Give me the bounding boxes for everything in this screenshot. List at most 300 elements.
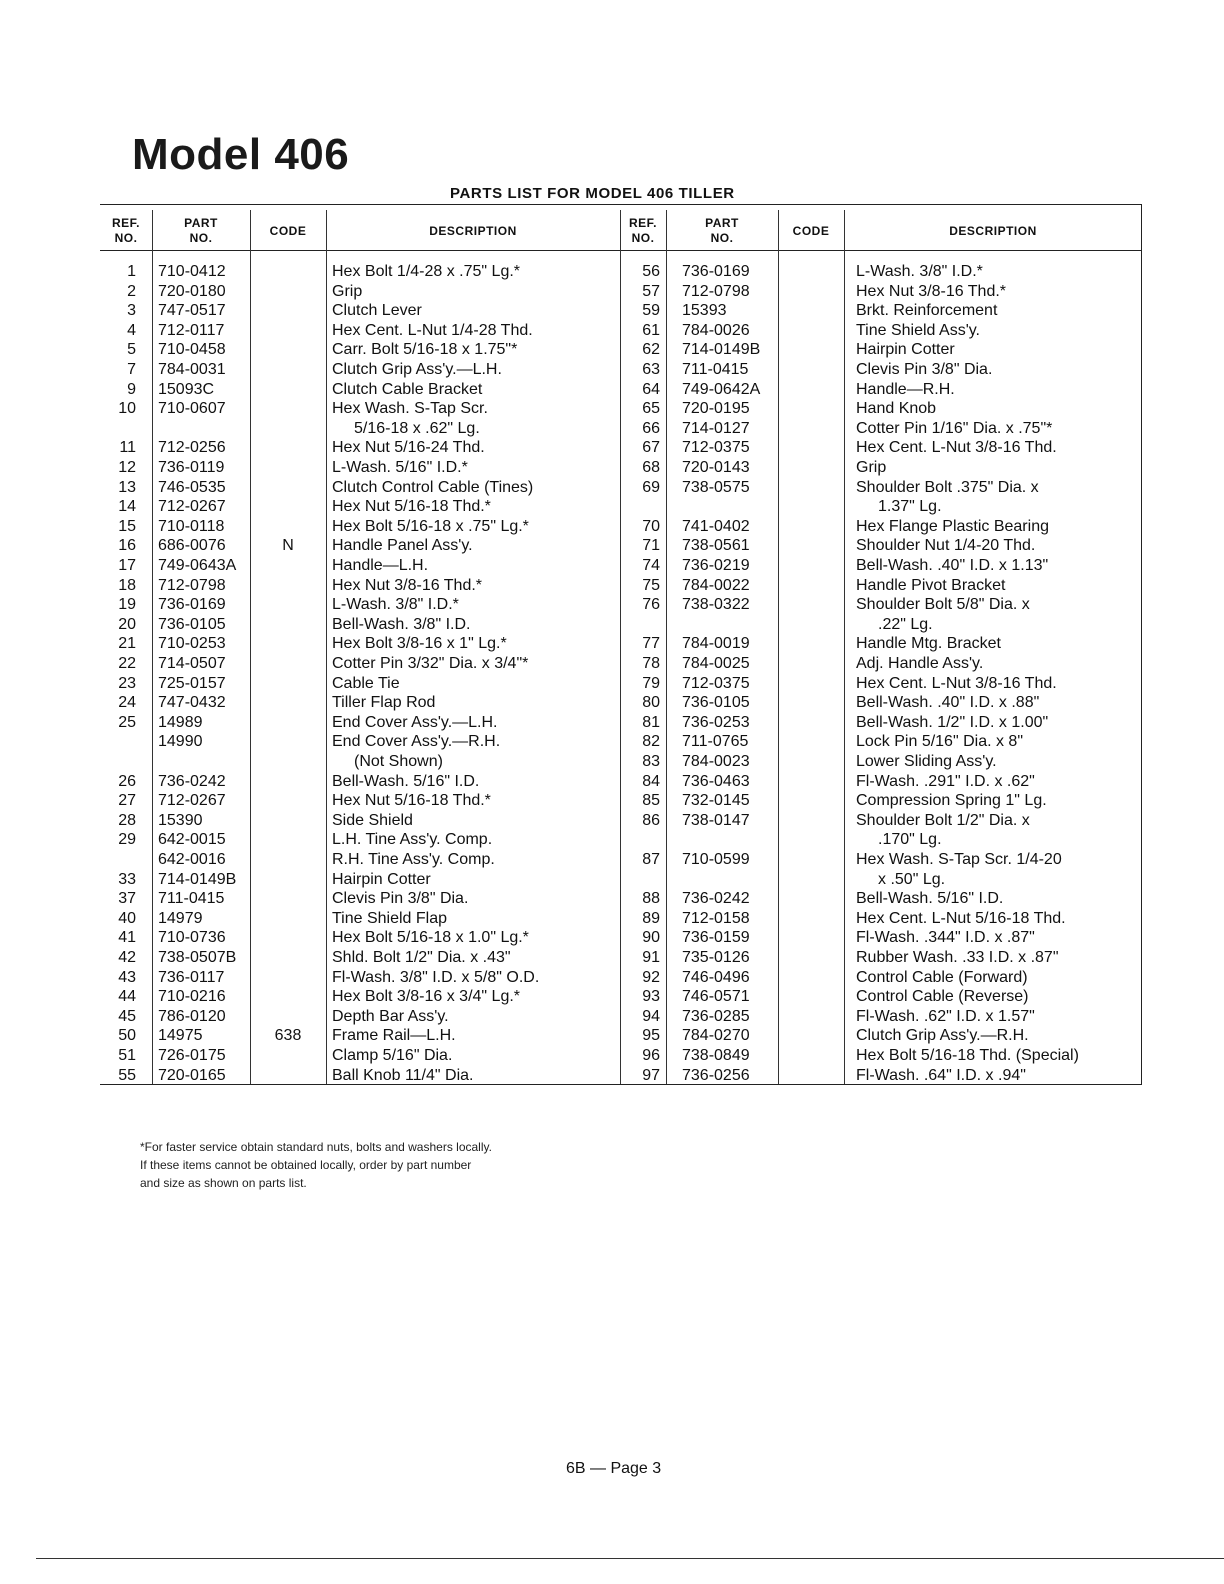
table-row [620,1066,1140,1086]
header-part [152,214,250,248]
description: L.H. Tine Ass'y. Comp. [332,831,493,849]
description: Grip [856,459,887,476]
table-row [620,360,1140,380]
table-row [100,811,620,831]
table-row [100,889,620,909]
part-no: 784-0025 [682,655,750,672]
part-no: 711-0415 [158,890,225,908]
table-title: PARTS LIST FOR MODEL 406 TILLER [450,185,735,202]
part-no: 738-0575 [682,478,750,496]
ref-no: 84 [642,772,660,790]
ref-no: 19 [118,596,136,614]
table-row [100,478,620,498]
description: Hex Nut 5/16-18 Thd.* [332,498,491,516]
part-no: 710-0118 [158,517,225,535]
description: L-Wash. 3/8" I.D.* [332,596,459,614]
part-no: 720-0180 [158,282,226,300]
ref-no: 57 [642,282,660,300]
header-text: CODE [792,223,830,238]
description: (Not Shown) [354,753,443,770]
ref-no: 87 [642,851,660,868]
table-row [620,850,1140,870]
table-row [100,556,620,576]
description: Hand Knob [856,400,937,418]
part-no: 714-0127 [682,419,750,437]
part-no: 725-0157 [158,674,226,692]
table-row [620,556,1140,576]
ref-no: 12 [118,459,136,476]
part-no: 747-0432 [158,694,226,712]
description: Hex Flange Plastic Bearing [856,517,1049,535]
footnote-line: and size as shown on parts list. [140,1176,307,1190]
description: Ball Knob 11/4" Dia. [332,1066,474,1084]
part-no: 736-0242 [158,772,226,790]
header-text: REF. [111,216,140,230]
part-no: 642-0016 [158,851,226,868]
ref-no: 33 [118,870,136,888]
ref-no: 66 [642,419,660,437]
part-no: 712-0375 [682,439,750,457]
description: Cable Tie [332,674,400,692]
part-no: 14990 [158,733,203,751]
ref-no: 78 [642,655,660,672]
table-row [620,1007,1140,1027]
part-no: 732-0145 [682,792,750,810]
description: Hex Cent. L-Nut 3/8-16 Thd. [856,674,1057,692]
description: Handle—R.H. [856,380,955,398]
ref-no: 71 [642,537,660,555]
description: Clevis Pin 3/8" Dia. [856,361,993,378]
part-no: 710-0253 [158,635,226,653]
part-no: 15390 [158,811,203,829]
header-text: NO. [189,231,213,245]
header-part [666,214,778,248]
ref-no: 45 [118,1007,136,1025]
table-row [100,340,620,360]
ref-no: 15 [118,517,136,535]
table-row [100,536,620,556]
part-no: 738-0561 [682,537,750,555]
description: Control Cable (Reverse) [856,988,1029,1006]
part-no: 714-0149B [158,870,237,888]
part-no: 746-0535 [158,478,226,496]
table-row [620,497,1140,517]
ref-no: 96 [642,1047,660,1064]
ref-no: 10 [118,400,136,418]
table-row [620,752,1140,772]
description: Hex Cent. L-Nut 5/16-18 Thd. [856,909,1066,927]
part-no: 738-0147 [682,811,750,829]
ref-no: 92 [642,968,660,986]
ref-no: 22 [118,655,136,672]
ref-no: 80 [642,694,660,712]
table-row [100,360,620,380]
description: Tiller Flap Rod [332,694,436,712]
ref-no: 75 [642,576,660,594]
table-row [100,1026,620,1046]
table-row [100,438,620,458]
ref-no: 68 [642,459,660,476]
table-row [100,634,620,654]
ref-no: 55 [118,1066,136,1084]
header-text: CODE [269,223,307,238]
description: Fl-Wash. 3/8" I.D. x 5/8" O.D. [332,968,540,986]
description: Fl-Wash. .62" I.D. x 1.57" [856,1007,1035,1025]
part-no: 714-0507 [158,655,226,672]
part-no: 736-0219 [682,557,750,574]
ref-no: 83 [642,753,660,770]
ref-no: 77 [642,635,660,653]
ref-no: 91 [642,949,660,966]
ref-no: 89 [642,909,660,927]
ref-no: 24 [118,694,136,712]
ref-no: 63 [642,361,660,378]
part-no: 736-0105 [158,615,226,633]
description: Clutch Cable Bracket [332,380,483,398]
table-row [620,438,1140,458]
table-row [620,615,1140,635]
description: Hex Bolt 5/16-18 Thd. (Special) [856,1047,1079,1064]
table-row [100,497,620,517]
part-no: 712-0256 [158,439,226,457]
part-no: 711-0765 [682,733,749,751]
table-row [620,301,1140,321]
ref-no: 16 [118,537,136,555]
table-row [620,713,1140,733]
description: Hex Bolt 5/16-18 x .75" Lg.* [332,517,529,535]
part-no: 786-0120 [158,1007,226,1025]
table-row [100,948,620,968]
table-row [100,909,620,929]
ref-no: 27 [118,792,136,810]
ref-no: 3 [127,302,136,320]
table-row [620,909,1140,929]
table-row [100,732,620,752]
table-row [620,870,1140,890]
description: L-Wash. 5/16" I.D.* [332,459,468,476]
ref-no: 61 [642,321,660,339]
header-text: REF. [628,216,657,230]
code: N [282,537,294,555]
table-row [620,321,1140,341]
part-no: 720-0195 [682,400,750,418]
part-no: 710-0216 [158,988,226,1006]
ref-no: 79 [642,674,660,692]
part-no: 712-0798 [682,282,750,300]
part-no: 736-0169 [158,596,226,614]
description: Shoulder Bolt .375" Dia. x [856,478,1039,496]
ref-no: 21 [118,635,136,653]
ref-no: 4 [127,321,136,339]
description: Hex Bolt 3/8-16 x 3/4" Lg.* [332,988,521,1006]
table-row [100,282,620,302]
part-no: 712-0267 [158,792,226,810]
table-row [100,772,620,792]
ref-no: 13 [118,478,136,496]
description: Hex Bolt 1/4-28 x .75" Lg.* [332,263,521,280]
description: Handle Pivot Bracket [856,576,1006,594]
description: L-Wash. 3/8" I.D.* [856,263,983,280]
table-row [100,576,620,596]
ref-no: 97 [642,1066,660,1084]
model-title: Model 406 [132,130,350,179]
description: Fl-Wash. .344" I.D. x .87" [856,929,1035,947]
description: Hex Cent. L-Nut 1/4-28 Thd. [332,321,533,339]
ref-no: 67 [642,439,660,457]
table-row [620,987,1140,1007]
footnote-line: *For faster service obtain standard nuts, bolts and washers locally. [140,1140,492,1154]
table-row [620,948,1140,968]
ref-no: 2 [127,282,136,300]
description: Bell-Wash. 1/2" I.D. x 1.00" [856,713,1049,731]
description: Lower Sliding Ass'y. [856,753,997,770]
description: Hex Cent. L-Nut 3/8-16 Thd. [856,439,1057,457]
ref-no: 69 [642,478,660,496]
table-row [620,458,1140,478]
header-text: DESCRIPTION [429,223,517,238]
ref-no: 20 [118,615,136,633]
description: Depth Bar Ass'y. [332,1007,449,1025]
part-no: 712-0158 [682,909,750,927]
part-no: 735-0126 [682,949,750,966]
part-no: 714-0149B [682,341,761,359]
description: Hex Wash. S-Tap Scr. 1/4-20 [856,851,1062,868]
part-no: 14975 [158,1027,203,1045]
description: Clutch Lever [332,302,422,320]
part-no: 746-0571 [682,988,750,1006]
description: Bell-Wash. .40" I.D. x .88" [856,694,1040,712]
table-row [620,811,1140,831]
description: Rubber Wash. .33 I.D. x .87" [856,949,1059,966]
table-row [100,987,620,1007]
table-row [100,674,620,694]
table-row [100,458,620,478]
part-no: 746-0496 [682,968,750,986]
table-border-top [100,204,1142,205]
header-ref [100,214,152,248]
part-no: 741-0402 [682,517,750,535]
ref-no: 81 [642,713,660,731]
table-row [100,752,620,772]
description: Tine Shield Flap [332,909,448,927]
part-no: 720-0165 [158,1066,226,1084]
table-row [620,928,1140,948]
description: Bell-Wash. 3/8" I.D. [332,615,471,633]
header-text: PART [705,216,739,230]
table-row [620,732,1140,752]
ref-no: 29 [118,831,136,849]
description: Clevis Pin 3/8" Dia. [332,890,469,908]
parts-table [100,204,1142,1097]
part-no: 686-0076 [158,537,226,555]
header-text: NO. [710,231,734,245]
description: Side Shield [332,811,413,829]
table-row [620,889,1140,909]
description: Hex Nut 3/8-16 Thd.* [332,576,483,594]
description: R.H. Tine Ass'y. Comp. [332,851,495,868]
part-no: 784-0031 [158,361,226,378]
header-code [778,214,844,248]
ref-no: 70 [642,517,660,535]
table-row [620,282,1140,302]
bottom-rule [36,1558,1224,1559]
ref-no: 51 [118,1047,136,1064]
ref-no: 85 [642,792,660,810]
header-description [326,214,620,248]
description: .170" Lg. [878,831,942,849]
part-no: 712-0798 [158,576,226,594]
table-row [100,1046,620,1066]
code: 638 [274,1027,302,1045]
table-row [620,772,1140,792]
ref-no: 82 [642,733,660,751]
table-row [100,1066,620,1086]
table-row [100,713,620,733]
table-row [100,517,620,537]
table-row [100,850,620,870]
ref-no: 41 [118,929,136,947]
ref-no: 64 [642,380,660,398]
table-border-right [1141,204,1142,1084]
ref-no: 23 [118,674,136,692]
ref-no: 65 [642,400,660,418]
part-no: 710-0736 [158,929,226,947]
table-row [620,517,1140,537]
description: .22" Lg. [878,615,933,633]
description: Handle Panel Ass'y. [332,537,473,555]
part-no: 14979 [158,909,203,927]
part-no: 711-0415 [682,361,749,378]
part-no: 784-0019 [682,635,750,653]
description: End Cover Ass'y.—L.H. [332,713,498,731]
description: Handle Mtg. Bracket [856,635,1001,653]
ref-no: 95 [642,1027,660,1045]
table-row [100,399,620,419]
description: Hex Bolt 5/16-18 x 1.0" Lg.* [332,929,529,947]
description: Clutch Grip Ass'y.—R.H. [856,1027,1029,1045]
table-row [100,830,620,850]
header-text: DESCRIPTION [949,223,1037,238]
description: Shld. Bolt 1/2" Dia. x .43" [332,949,511,966]
part-no: 749-0642A [682,380,761,398]
ref-no: 94 [642,1007,660,1025]
table-row [620,419,1140,439]
description: Compression Spring 1" Lg. [856,792,1047,810]
part-no: 710-0607 [158,400,226,418]
part-no: 15393 [682,302,727,320]
description: 5/16-18 x .62" Lg. [354,419,480,437]
header-text: NO. [631,231,655,245]
table-row [620,399,1140,419]
description: Tine Shield Ass'y. [856,321,980,339]
description: Hex Wash. S-Tap Scr. [332,400,488,418]
ref-no: 62 [642,341,660,359]
ref-no: 43 [118,968,136,986]
part-no: 736-0285 [682,1007,750,1025]
description: Hairpin Cotter [332,870,431,888]
part-no: 736-0169 [682,263,750,280]
ref-no: 25 [118,713,136,731]
description: Control Cable (Forward) [856,968,1028,986]
table-row [620,791,1140,811]
part-no: 784-0023 [682,753,750,770]
description: Cotter Pin 1/16" Dia. x .75"* [856,419,1053,437]
header-code [250,214,326,248]
ref-no: 88 [642,890,660,908]
description: Cotter Pin 3/32" Dia. x 3/4"* [332,655,529,672]
description: x .50" Lg. [878,870,946,888]
ref-no: 42 [118,949,136,966]
table-row [100,791,620,811]
table-row [100,870,620,890]
parts-column-right [620,262,1140,1082]
ref-no: 74 [642,557,660,574]
part-no: 747-0517 [158,302,226,320]
part-no: 738-0849 [682,1047,750,1064]
table-row [620,693,1140,713]
ref-no: 26 [118,772,136,790]
header-description [844,214,1142,248]
description: Bell-Wash. 5/16" I.D. [332,772,480,790]
table-row [620,478,1140,498]
description: Grip [332,282,363,300]
table-row [100,928,620,948]
table-row [100,615,620,635]
description: Fl-Wash. .291" I.D. x .62" [856,772,1035,790]
parts-column-left [100,262,620,1082]
table-row [100,654,620,674]
table-row [620,340,1140,360]
ref-no: 37 [118,890,136,908]
table-row [100,321,620,341]
description: Bell-Wash. 5/16" I.D. [856,890,1004,908]
table-row [620,536,1140,556]
part-no: 736-0463 [682,772,750,790]
description: 1.37" Lg. [878,498,942,516]
part-no: 736-0253 [682,713,750,731]
page-number: 6B — Page 3 [566,1460,662,1477]
description: Hex Bolt 3/8-16 x 1" Lg.* [332,635,507,653]
description: Carr. Bolt 5/16-18 x 1.75"* [332,341,518,359]
ref-no: 50 [118,1027,136,1045]
header-ref [620,214,666,248]
part-no: 710-0412 [158,263,226,280]
description: Hairpin Cotter [856,341,955,359]
table-row [620,1046,1140,1066]
table-row [620,595,1140,615]
part-no: 738-0322 [682,596,750,614]
description: End Cover Ass'y.—R.H. [332,733,501,751]
ref-no: 76 [642,596,660,614]
part-no: 720-0143 [682,459,750,476]
table-row [620,1026,1140,1046]
part-no: 736-0242 [682,890,750,908]
description: Adj. Handle Ass'y. [856,655,984,672]
ref-no: 1 [127,263,136,280]
table-row [620,674,1140,694]
description: Shoulder Bolt 5/8" Dia. x [856,596,1030,614]
ref-no: 5 [127,341,136,359]
description: Bell-Wash. .40" I.D. x 1.13" [856,557,1049,574]
part-no: 15093C [158,380,215,398]
part-no: 710-0458 [158,341,226,359]
part-no: 736-0105 [682,694,750,712]
part-no: 14989 [158,713,203,731]
table-row [100,595,620,615]
description: Shoulder Bolt 1/2" Dia. x [856,811,1030,829]
ref-no: 14 [118,498,136,516]
header-text: PART [184,216,218,230]
